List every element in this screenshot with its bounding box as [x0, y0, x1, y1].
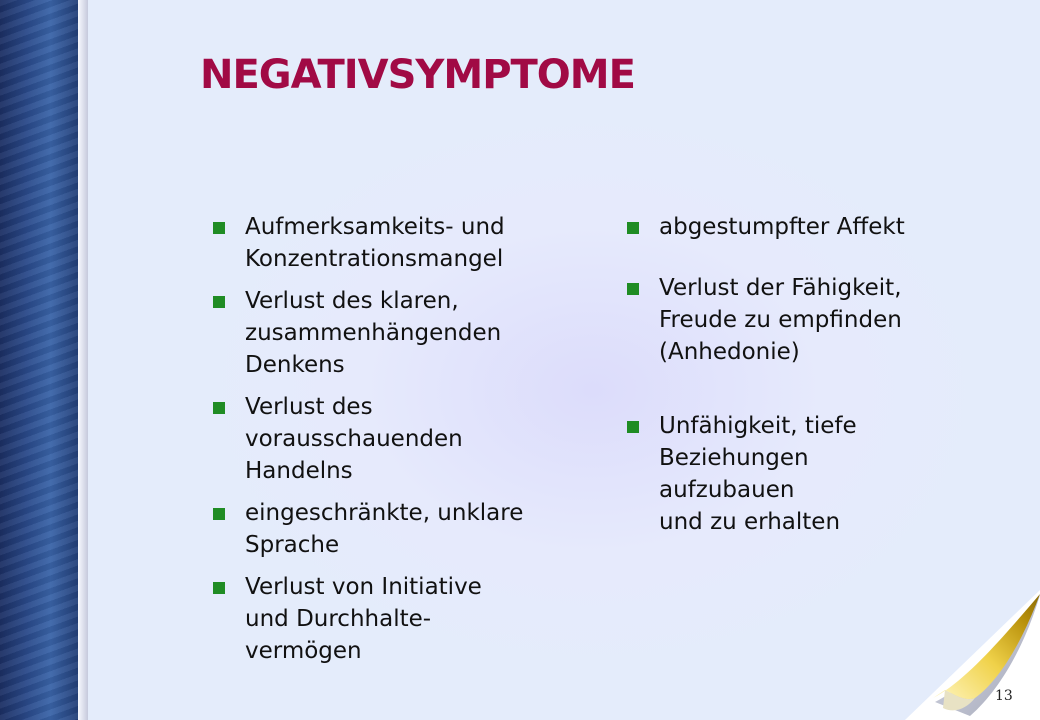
bullet-square-icon	[627, 283, 639, 295]
sidebar-edge	[78, 0, 88, 720]
text-line: Konzentrationsmangel	[245, 246, 504, 272]
bullet-square-icon	[213, 296, 225, 308]
page-curl-icon	[905, 590, 1040, 720]
bullet-square-icon	[213, 508, 225, 520]
text-line: Verlust der Fähigkeit,	[659, 275, 902, 301]
bullet-text	[245, 497, 593, 561]
list-item	[627, 410, 957, 538]
bullet-text	[245, 211, 593, 275]
page-number: 13	[995, 688, 1013, 704]
bullet-text	[659, 410, 957, 538]
bullet-text	[245, 285, 593, 381]
slide-title: NEGATIVSYMPTOME	[200, 52, 635, 98]
list-item	[213, 211, 593, 275]
text-line: eingeschränkte, unklare	[245, 500, 524, 526]
list-item	[627, 211, 957, 243]
bullet-square-icon	[213, 222, 225, 234]
list-item	[213, 497, 593, 561]
bullet-square-icon	[627, 222, 639, 234]
text-line: zusammenhängenden	[245, 320, 502, 346]
decorative-sidebar	[0, 0, 78, 720]
text-line: Verlust von Initiative	[245, 574, 482, 600]
text-line: Handelns	[245, 458, 353, 484]
bullet-square-icon	[627, 421, 639, 433]
text-line: und Durchhalte-	[245, 606, 432, 632]
list-item	[627, 272, 957, 368]
text-line: Denkens	[245, 352, 345, 378]
text-line: und zu erhalten	[659, 509, 841, 535]
text-line: Aufmerksamkeits- und	[245, 214, 505, 240]
text-line: (Anhedonie)	[659, 339, 800, 365]
bullet-text	[245, 391, 593, 487]
bullet-square-icon	[213, 402, 225, 414]
left-bullet-list	[213, 211, 593, 677]
text-line: Verlust des	[245, 394, 373, 420]
bullet-text	[659, 211, 957, 243]
list-item	[213, 285, 593, 381]
right-bullet-list	[627, 211, 957, 538]
text-line: aufzubauen	[659, 477, 795, 503]
list-item	[213, 391, 593, 487]
list-item	[213, 571, 593, 667]
text-line: Sprache	[245, 532, 340, 558]
text-line: Beziehungen	[659, 445, 809, 471]
bullet-text	[245, 571, 593, 667]
text-line: Unfähigkeit, tiefe	[659, 413, 857, 439]
bullet-text	[659, 272, 957, 368]
text-line: vorausschauenden	[245, 426, 463, 452]
text-line: Freude zu empfinden	[659, 307, 902, 333]
text-line: abgestumpfter Affekt	[659, 214, 905, 240]
text-line: vermögen	[245, 638, 362, 664]
text-line: Verlust des klaren,	[245, 288, 459, 314]
bullet-square-icon	[213, 582, 225, 594]
